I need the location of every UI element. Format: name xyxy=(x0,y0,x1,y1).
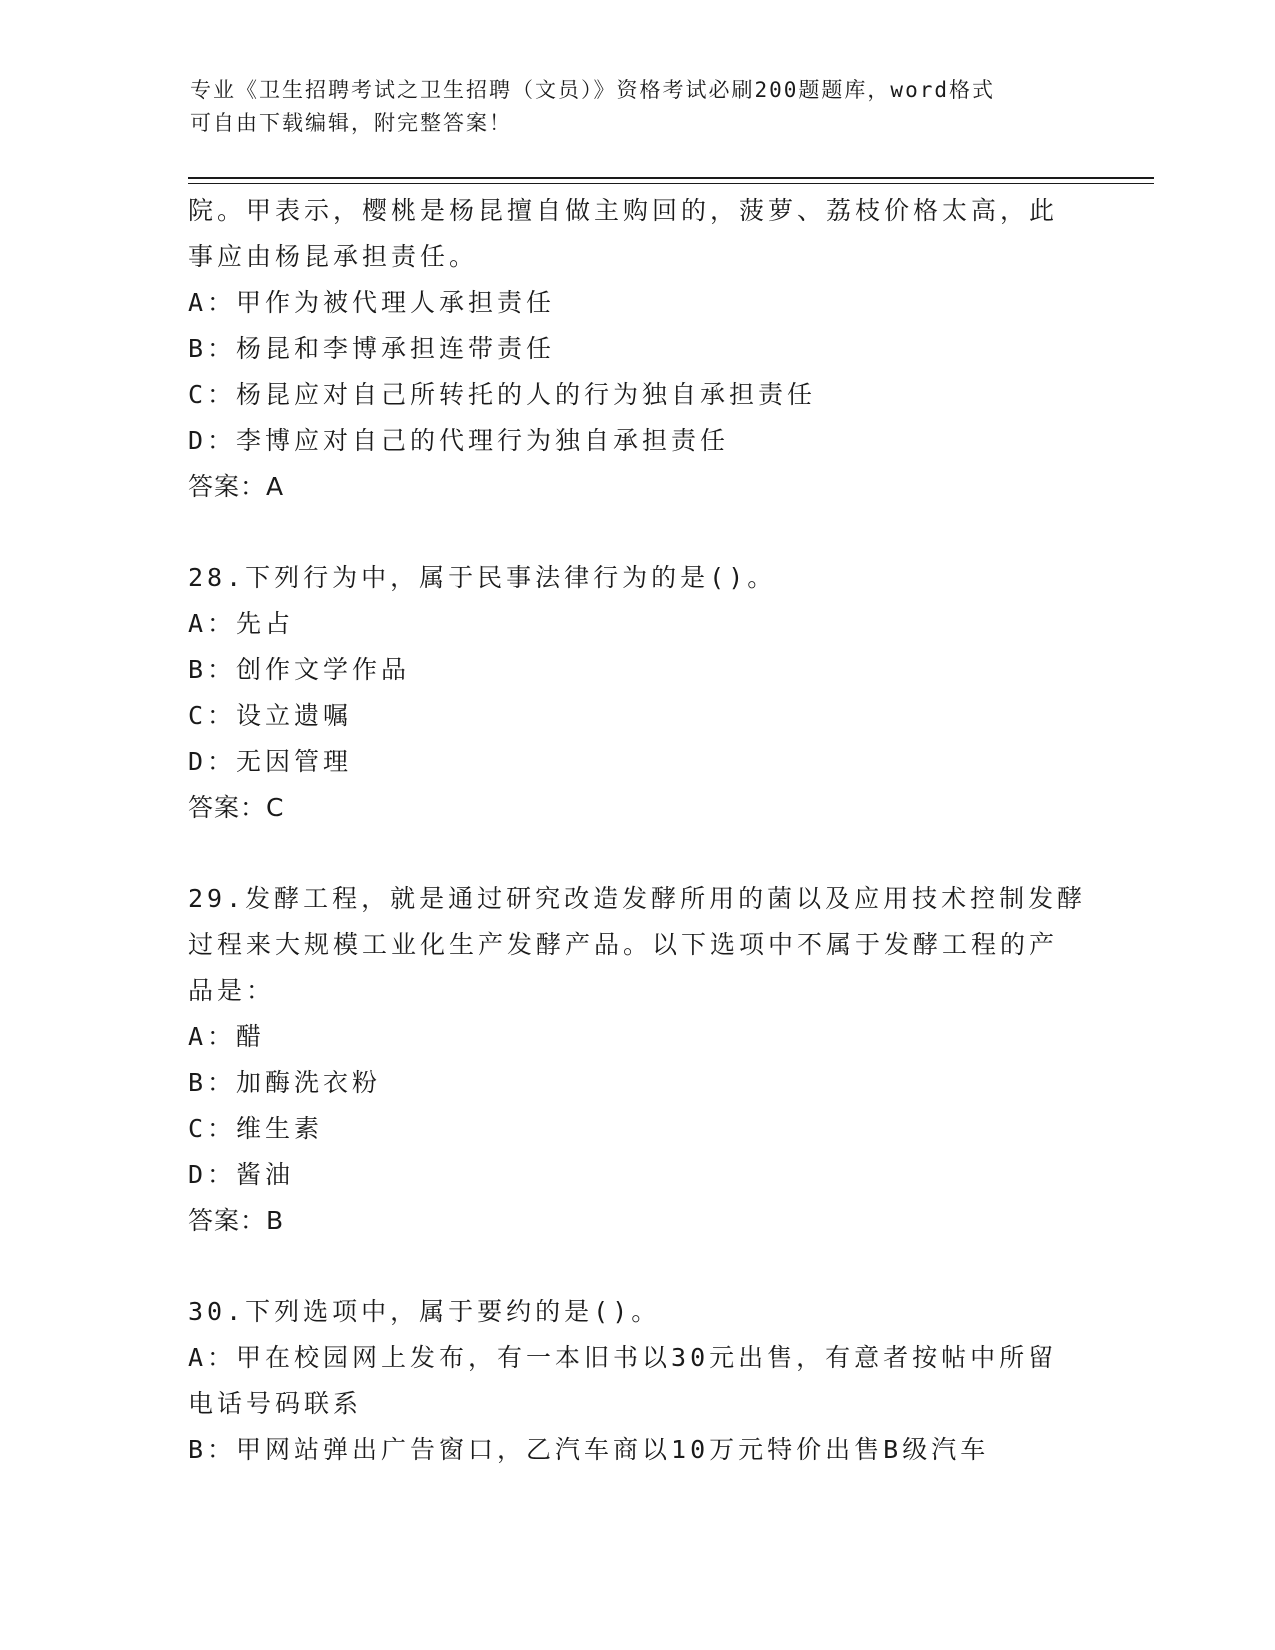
option-d: D：李博应对自己的代理行为独自承担责任 xyxy=(188,426,730,455)
option-a: A：先占 xyxy=(188,609,295,638)
question-stem-line: 过程来大规模工业化生产发酵产品。以下选项中不属于发酵工程的产 xyxy=(188,930,1059,959)
option-d: D：酱油 xyxy=(188,1160,295,1189)
question-block xyxy=(188,188,1088,510)
option-b: B：杨昆和李博承担连带责任 xyxy=(188,334,556,363)
question-block xyxy=(188,876,1088,1244)
question-stem-line: 28.下列行为中，属于民事法律行为的是()。 xyxy=(188,563,777,592)
option-a-continued: 电话号码联系 xyxy=(188,1389,363,1418)
question-content xyxy=(188,188,1088,1473)
question-stem-line: 事应由杨昆承担责任。 xyxy=(188,242,479,271)
option-b: B：甲网站弹出广告窗口，乙汽车商以10万元特价出售B级汽车 xyxy=(188,1435,990,1464)
question-block xyxy=(188,555,1088,831)
header-divider-thick xyxy=(188,177,1154,179)
option-b: B：加酶洗衣粉 xyxy=(188,1068,382,1097)
header-divider-thin xyxy=(188,183,1154,184)
question-stem-line: 30.下列选项中，属于要约的是()。 xyxy=(188,1297,661,1326)
document-header xyxy=(190,74,1090,140)
option-d: D：无因管理 xyxy=(188,747,353,776)
option-c: C：杨昆应对自己所转托的人的行为独自承担责任 xyxy=(188,380,817,409)
question-stem-line: 29.发酵工程，就是通过研究改造发酵所用的菌以及应用技术控制发酵 xyxy=(188,884,1087,913)
question-block xyxy=(188,1289,1088,1473)
option-a: A：甲作为被代理人承担责任 xyxy=(188,288,556,317)
option-b: B：创作文学作品 xyxy=(188,655,411,684)
option-c: C：维生素 xyxy=(188,1114,324,1143)
question-stem-line: 品是： xyxy=(188,976,276,1005)
header-line: 可自由下载编辑，附完整答案！ xyxy=(190,111,512,135)
option-a: A：甲在校园网上发布，有一本旧书以30元出售，有意者按帖中所留 xyxy=(188,1343,1058,1372)
answer-line: 答案：C xyxy=(188,793,285,822)
option-c: C：设立遗嘱 xyxy=(188,701,353,730)
answer-line: 答案：A xyxy=(188,472,285,501)
option-a: A：醋 xyxy=(188,1022,266,1051)
question-stem-line: 院。甲表示，樱桃是杨昆擅自做主购回的，菠萝、荔枝价格太高，此 xyxy=(188,196,1059,225)
answer-line: 答案：B xyxy=(188,1206,285,1235)
header-line: 专业《卫生招聘考试之卫生招聘（文员）》资格考试必刷200题题库，word格式 xyxy=(190,78,995,102)
